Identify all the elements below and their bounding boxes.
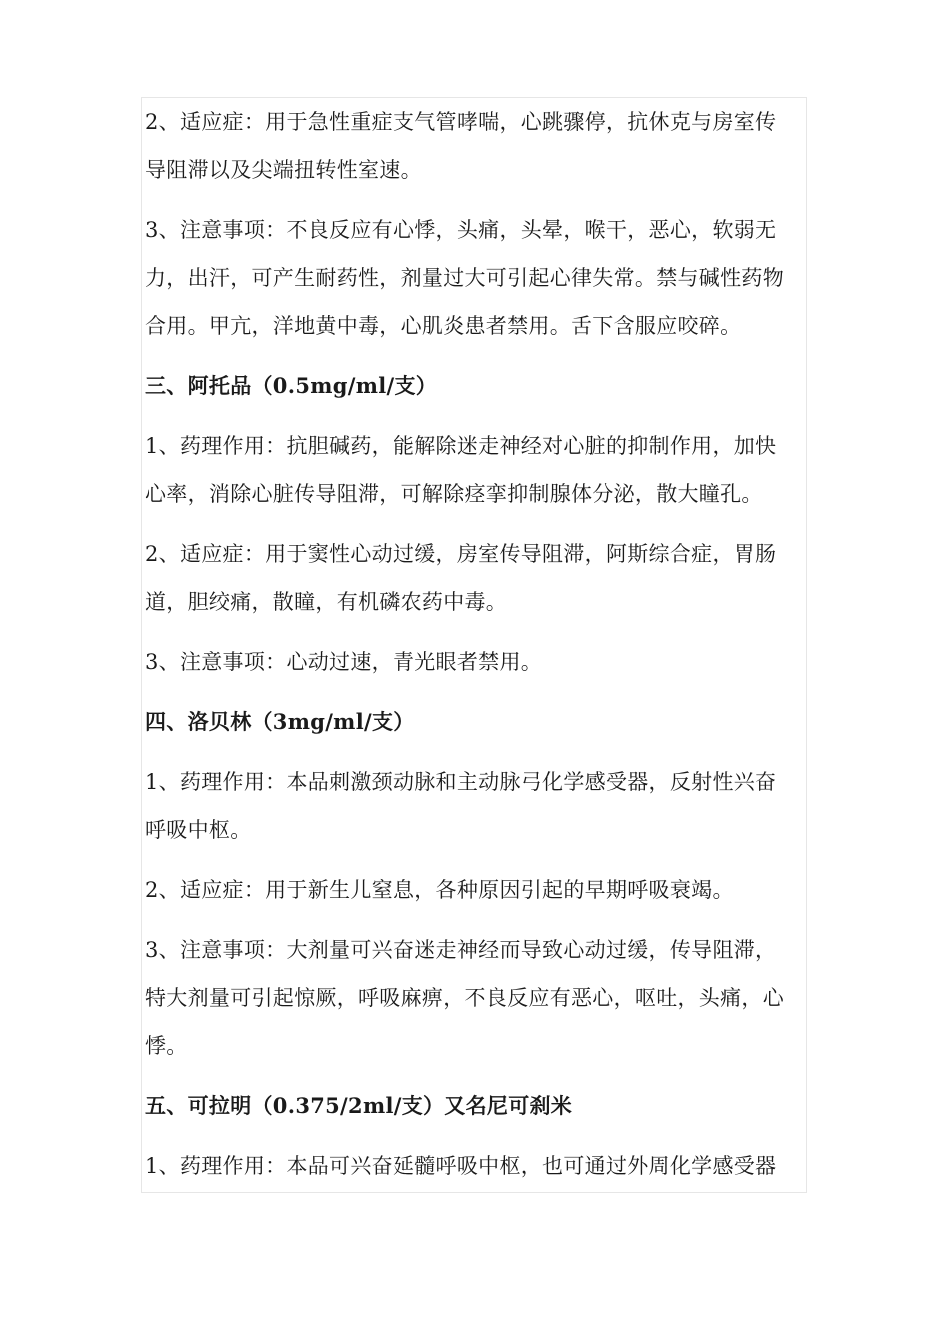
paragraph	[145, 206, 825, 350]
text-line: 3、注意事项：不良反应有心悸，头痛，头晕，喉干，恶心，软弱无	[145, 218, 777, 242]
section-heading	[145, 698, 825, 746]
text-line: 3、注意事项：大剂量可兴奋迷走神经而导致心动过缓，传导阻滞，	[145, 938, 777, 962]
text-line: 三、阿托品（0.5mg/ml/支）	[145, 373, 438, 398]
text-line: 导阻滞以及尖端扭转性室速。	[145, 158, 422, 182]
paragraph-gap	[145, 350, 825, 362]
section-heading	[145, 1082, 825, 1130]
paragraph-gap	[145, 914, 825, 926]
text-line: 四、洛贝林（3mg/ml/支）	[145, 709, 415, 734]
paragraph-gap	[145, 626, 825, 638]
text-line: 合用。甲亢，洋地黄中毒，心肌炎患者禁用。舌下含服应咬碎。	[145, 314, 742, 338]
paragraph	[145, 638, 825, 686]
text-line: 3、注意事项：心动过速，青光眼者禁用。	[145, 650, 543, 674]
text-line: 1、药理作用：本品刺激颈动脉和主动脉弓化学感受器，反射性兴奋	[145, 770, 777, 794]
paragraph-gap	[145, 854, 825, 866]
text-line: 道，胆绞痛，散瞳，有机磷农药中毒。	[145, 590, 508, 614]
document-body	[145, 98, 825, 1190]
text-line: 心率，消除心脏传导阻滞，可解除痉挛抑制腺体分泌，散大瞳孔。	[145, 482, 763, 506]
text-line: 五、可拉明（0.375/2ml/支）又名尼可刹米	[145, 1093, 573, 1118]
paragraph-gap	[145, 1130, 825, 1142]
text-line: 力，出汗，可产生耐药性，剂量过大可引起心律失常。禁与碱性药物	[145, 266, 784, 290]
text-line: 特大剂量可引起惊厥，呼吸麻痹，不良反应有恶心，呕吐，头痛，心	[145, 986, 784, 1010]
paragraph	[145, 758, 825, 854]
text-line: 1、药理作用：抗胆碱药，能解除迷走神经对心脏的抑制作用，加快	[145, 434, 777, 458]
section-heading	[145, 362, 825, 410]
text-line: 悸。	[145, 1034, 188, 1058]
paragraph	[145, 530, 825, 626]
text-line: 呼吸中枢。	[145, 818, 252, 842]
paragraph-gap	[145, 194, 825, 206]
paragraph-gap	[145, 686, 825, 698]
paragraph-gap	[145, 518, 825, 530]
paragraph	[145, 98, 825, 194]
paragraph-gap	[145, 410, 825, 422]
paragraph	[145, 1142, 825, 1190]
text-line: 2、适应症：用于急性重症支气管哮喘，心跳骤停，抗休克与房室传	[145, 110, 777, 134]
text-line: 2、适应症：用于新生儿窒息，各种原因引起的早期呼吸衰竭。	[145, 878, 734, 902]
text-line: 1、药理作用：本品可兴奋延髓呼吸中枢，也可通过外周化学感受器	[145, 1154, 777, 1178]
paragraph-gap	[145, 746, 825, 758]
paragraph	[145, 926, 825, 1070]
text-line: 2、适应症：用于窦性心动过缓，房室传导阻滞，阿斯综合症，胃肠	[145, 542, 777, 566]
paragraph-gap	[145, 1070, 825, 1082]
paragraph	[145, 866, 825, 914]
paragraph	[145, 422, 825, 518]
